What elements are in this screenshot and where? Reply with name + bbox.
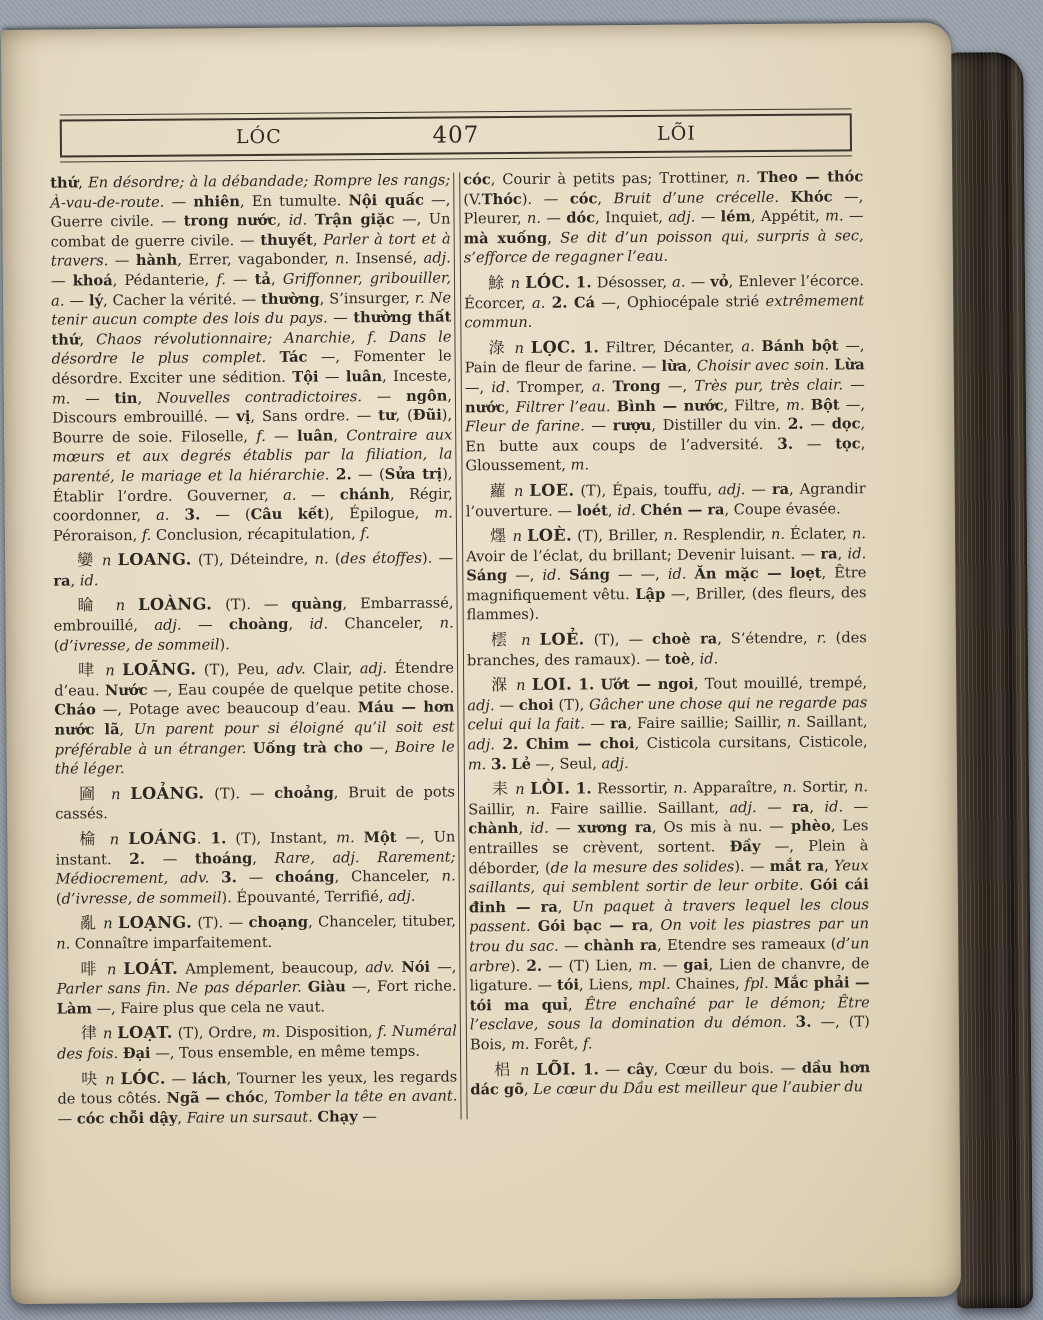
- dictionary-paragraph: 蘿 n LOE. (T), Épais, touffu, adj. — ra, Agrandir l’ouverture. — loét, id. Chén — ra, Coupe évasée.: [465, 480, 866, 520]
- header-page-number: 407: [432, 122, 480, 149]
- dictionary-paragraph: thứ, En désordre; à la débandade; Rompre les rangs; À-vau-de-route. — nhiên, En tumulte. Nội quấc —, Guerre civile. — trong nước, id. Trận giặc —, Un combat de guerre civile. — thuyết, Parler à tort et à travers. — hành, Errer, vagabonder, n. Insensé, adj. — khoá, Pédanterie, f. — tả, Griffonner, gribouiller, a. — lý, Cacher la vérité. — thường, S’insurger, r. Ne tenir aucun compte des lois du pays. — thường thất thứ, Chaos révolutionnaire; Anarchie, f. Dans le désordre le plus complet. Tác —, Fomenter le désordre. Exciter une sédition. Tội — luân, Inceste, m. — tin, Nouvelles contradictoires. — ngôn, Discours embrouillé. — vị, Sans ordre. — tư, (Đũi), Bourre de soie. Filoselle, f. — luân, Contraire aux mœurs et aux degrés établis par la filiation, la parenté, le mariage et la hiérarchie. 2. — (Sửa trị), Établir l’ordre. Gouverner, a. — chánh, Régir, coordonner, a. 3. — (Câu kết), Épilogue, m. Péroraison, f. Conclusion, récapitulation, f.: [50, 171, 453, 545]
- header-word-right: LÕI: [657, 122, 696, 145]
- dictionary-paragraph: 啡 n LOÁT. Amplement, beaucoup, adv. Nói —, Parler sans fin. Ne pas déparler. Giàu —, Fort riche. Làm —, Faire plus que cela ne vaut.: [56, 958, 457, 1018]
- dictionary-paragraph: 棆 n LOÁNG. 1. (T), Instant, m. Một —, Un instant. 2. — thoáng, Rare, adj. Rarement; Médiocrement, adv. 3. — choáng, Chanceler, n. (d’ivresse, de sommeil). Épouvanté, Terrifié, adj.: [55, 828, 456, 908]
- dictionary-paragraph: 㖀 n LOÃNG. (T), Peu, adv. Clair, adj. Étendre d’eau. Nước —, Eau coupée de quelque petite chose. Cháo —, Potage avec beaucoup d’eau. Máu — hơn nước lã, Un parent pour si éloigné qu’il soit est préférable à un étranger. Uống trà cho —, Boire le thé léger.: [54, 659, 455, 778]
- dictionary-paragraph: 梠 n LÕI. 1. — cây, Cœur du bois. — dầu hơn dác gõ, Le cœur du Dầu est meilleur que l’aubier du: [470, 1058, 871, 1099]
- dictionary-paragraph: 耒 n LÒI. 1. Ressortir, n. Apparaître, n. Sortir, n. Saillir, n. Faire saillie. Saillant, adj. — ra, id. — chành, id. — xương ra, Os mis à nu. — phèo, Les entrailles se crèvent, sortent. Đầy —, Plein à déborder, (de la mesure des solides). — mắt ra, Yeux saillants, qui semblent sortir de leur orbite. Gói cái đinh — ra, Un paquet à travers lequel les clous passent. Gói bạc — ra, On voit les piastres par un trou du sac. — chành ra, Etendre ses rameaux (d’un arbre). 2. — (T) Lien, m. — gai, Lien de chanvre, de ligature. — tói, Liens, mpl. Chaines, fpl. Mắc phải — tói ma quỉ, Être enchaîné par le démon; Être l’esclave, sous la domination du démon. 3. —, (T) Bois, m. Forêt, f.: [468, 778, 870, 1054]
- dictionary-paragraph: 律 n LOẠT. (T), Ordre, m. Disposition, f. Numéral des fois. Đại —, Tous ensemble, en même temps.: [56, 1022, 457, 1063]
- book-page: [1, 23, 961, 1304]
- text-area: [50, 167, 959, 1129]
- left-column: [50, 170, 457, 1128]
- dictionary-paragraph: 橒 n LOẺ. (T), — choè ra, S’étendre, r. (des branches, des ramaux). — toè, id.: [466, 629, 867, 670]
- dictionary-paragraph: 睔 n LOÀNG. (T). — quàng, Embarrassé, embrouillé, adj. — choàng, id. Chanceler, n. (d’ivresse, de sommeil).: [53, 594, 454, 655]
- dictionary-paragraph: 爅 n LOÈ. (T), Briller, n. Resplendir, n. Éclater, n. Avoir de l’éclat, du brillant; Devenir luisant. — ra, id. Sáng —, id. Sáng — —, id. Ăn mặc — loẹt, Être magnifiquement vêtu. Lập —, Briller, (des fleurs, des flammes).: [466, 525, 867, 624]
- dictionary-paragraph: 吷 n LÓC. — lách, Tourner les yeux, les regards de tous côtés. Ngã — chóc, Tomber la tête en avant. — cóc chỗi dậy, Faire un sursaut. Chạy —: [57, 1067, 458, 1128]
- dictionary-paragraph: 亂 n LOẠNG. (T). — choạng, Chanceler, tituber, n. Connaître imparfaitement.: [56, 912, 457, 953]
- dictionary-paragraph: 淥 n LỌC. 1. Filtrer, Décanter, a. Bánh bột —, Pain de fleur de farine. — lừa, Choisir avec soin. Lừa —, id. Tromper, a. Trong —, Très pur, très clair. — nước, Filtrer l’eau. Bình — nước, Filtre, m. Bột —, Fleur de farine. — rượu, Distiller du vin. 2. — dọc, En butte aux coups de l’adversité. 3. — tọc, Gloussement, m.: [464, 336, 866, 475]
- right-column: [463, 167, 870, 1125]
- dictionary-paragraph: 孌 n LOANG. (T), Déteindre, n. (des étoffes). — ra, id.: [53, 549, 454, 590]
- dictionary-paragraph: cóc, Courir à petits pas; Trottiner, n. Theo — thóc (V.Thóc). — cóc, Bruit d’une crécelle. Khóc —, Pleurer, n. — dóc, Inquiet, adj. — lém, Appétit, m. — mà xuống, Se dit d’un poisson qui, surpris à sec, s’efforce de regagner l’eau.: [463, 168, 864, 267]
- book-fore-edge: [947, 52, 1033, 1309]
- page-header: [60, 113, 852, 157]
- dictionary-paragraph: 圇 n LOẢNG. (T). — choảng, Bruit de pots cassés.: [55, 783, 456, 824]
- dictionary-paragraph: 湺 n LOI. 1. Ướt — ngoi, Tout mouillé, trempé, adj. — choi (T), Gâcher une chose qui ne regarde pas celui qui la fait. — ra, Faire saillie; Saillir, n. Saillant, adj. 2. Chim — choi, Cisticola cursitans, Cisticole, m. 3. Lẻ —, Seul, adj.: [467, 674, 868, 773]
- book: [0, 8, 1033, 1316]
- header-word-left: LÓC: [235, 125, 282, 149]
- dictionary-paragraph: 鮽 n LÓC. 1. Désosser, a. — vỏ, Enlever l’écorce. Écorcer, a. 2. Cá —, Ophiocépale strié extrêmement commun.: [464, 272, 865, 332]
